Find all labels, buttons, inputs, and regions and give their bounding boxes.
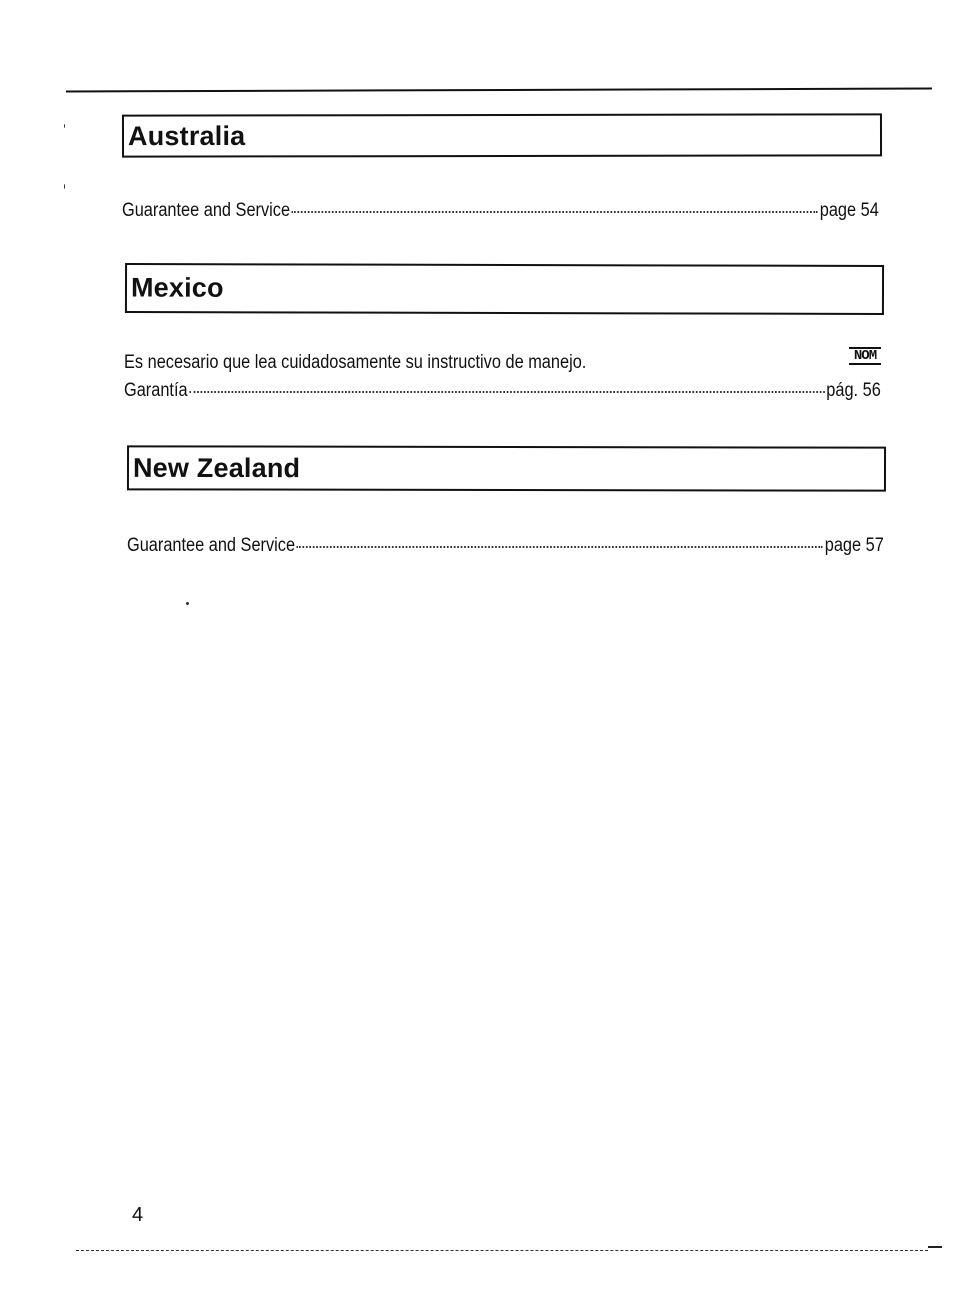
toc-entry[interactable]: [127, 535, 884, 557]
section-header-mexico: [125, 263, 884, 315]
scan-speck: [64, 124, 65, 128]
bottom-rule-end: [928, 1246, 942, 1248]
nom-certification-mark: [849, 347, 881, 365]
section-title: Australia: [127, 120, 246, 151]
section-title: Mexico: [130, 272, 224, 303]
page-number: 4: [132, 1204, 144, 1226]
toc-entry[interactable]: [122, 200, 879, 222]
dot-leader: [189, 391, 824, 393]
toc-entry-page: pág. 56: [826, 380, 881, 401]
dot-leader: [297, 546, 823, 548]
toc-entry-label: Guarantee and Service: [127, 535, 296, 556]
scan-speck: [186, 602, 189, 605]
toc-entry-label: Guarantee and Service: [122, 200, 291, 221]
toc-entry-page: page 54: [819, 200, 879, 221]
toc-entry[interactable]: [124, 380, 881, 402]
top-rule: [66, 87, 932, 92]
nom-mark-text: NOM: [853, 348, 877, 364]
manual-notice: Es necesario que lea cuidadosamente su instructivo de manejo.: [124, 352, 587, 373]
section-header-australia: [122, 113, 882, 157]
bottom-rule: [76, 1250, 928, 1251]
scan-speck: [64, 184, 65, 189]
toc-entry-label: Garantía: [124, 380, 188, 401]
section-header-new-zealand: [127, 445, 886, 491]
toc-entry-page: page 57: [824, 535, 884, 556]
section-title: New Zealand: [132, 452, 301, 483]
dot-leader: [292, 211, 818, 213]
